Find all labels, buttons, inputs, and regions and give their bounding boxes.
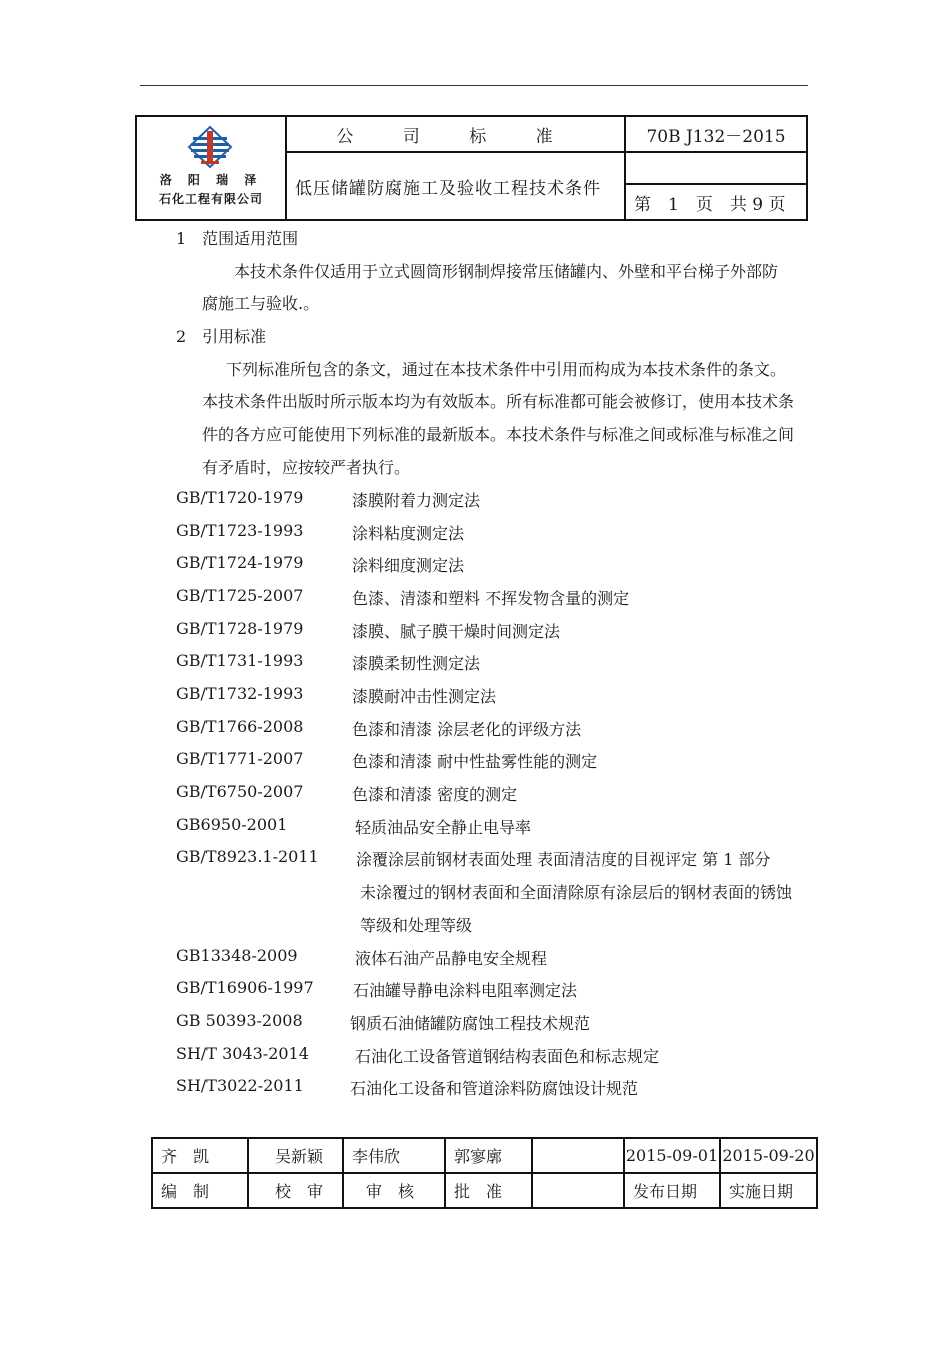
reviewer-name: 吴新颖 [248, 1138, 343, 1173]
standard-name-item: 色漆、清漆和塑料 不挥发物含量的测定 [352, 589, 630, 608]
section2-paragraph-line: 有矛盾时，应按较严者执行。 [202, 458, 411, 477]
standard-name-item: 漆膜耐冲击性测定法 [352, 687, 497, 706]
standard-code-item: GB/T8923.1-2011 [176, 847, 319, 866]
publish-date: 2015-09-01 [624, 1138, 720, 1173]
standard-code-item: GB/T1732-1993 [176, 684, 304, 703]
section2-heading: 2 引用标准 [176, 327, 267, 346]
document-header-table [135, 115, 808, 221]
standard-name-item: 涂料细度测定法 [352, 556, 465, 575]
standard-code-item: GB6950-2001 [176, 815, 288, 834]
standard-code-item: GB/T16906-1997 [176, 978, 314, 997]
section1-paragraph-line2: 腐施工与验收.。 [202, 294, 320, 313]
standard-name-continuation: 未涂覆过的钢材表面和全面清除原有涂层后的钢材表面的锈蚀 [360, 883, 793, 902]
blank-role-cell [532, 1173, 624, 1208]
standard-code-item: GB/T1771-2007 [176, 749, 304, 768]
signature-names-row [152, 1138, 817, 1173]
standard-name-item: 涂料粘度测定法 [352, 524, 465, 543]
document-title: 低压储罐防腐施工及验收工程技术条件 [286, 152, 625, 220]
standard-name-item: 液体石油产品静电安全规程 [355, 949, 548, 968]
standard-name-item: 色漆和清漆 涂层老化的评级方法 [352, 720, 582, 739]
section2-paragraph-line: 本技术条件出版时所示版本均为有效版本。所有标准都可能会被修订，使用本技术条 [202, 392, 795, 411]
signature-roles-row [152, 1173, 817, 1208]
standard-code-item: GB/T1725-2007 [176, 586, 304, 605]
standard-code-item: GB 50393-2008 [176, 1011, 303, 1030]
standard-code-item: GB/T1766-2008 [176, 717, 304, 736]
section1-paragraph-line1: 本技术条件仅适用于立式圆筒形钢制焊接常压储罐内、外壁和平台梯子外部防 [234, 262, 779, 281]
standard-code-item: GB/T1731-1993 [176, 651, 304, 670]
approval-footer-table [151, 1137, 818, 1209]
section2-paragraph-line: 下列标准所包含的条文，通过在本技术条件中引用而构成为本技术条件的条文。 [226, 360, 787, 379]
page-info: 第 1 页 共 9 页 [625, 184, 807, 220]
standard-name-item: 漆膜、腻子膜干燥时间测定法 [352, 622, 561, 641]
company-logo-icon [187, 125, 233, 169]
blank-name-cell [532, 1138, 624, 1173]
section1-heading: 1 范围适用范围 [176, 229, 299, 248]
standard-name-item: 钢质石油储罐防腐蚀工程技术规范 [350, 1014, 591, 1033]
effective-date-label: 实施日期 [720, 1173, 817, 1208]
effective-date: 2015-09-20 [720, 1138, 817, 1173]
standard-name-item: 漆膜柔韧性测定法 [352, 654, 481, 673]
standard-name-item: 色漆和清漆 密度的测定 [352, 785, 518, 804]
standard-code-item: GB/T1724-1979 [176, 553, 304, 572]
standard-name-item: 石油罐导静电涂料电阻率测定法 [353, 981, 578, 1000]
top-rule [140, 85, 808, 86]
standard-code-item: GB13348-2009 [176, 946, 298, 965]
standard-name-item: 色漆和清漆 耐中性盐雾性能的测定 [352, 752, 598, 771]
standard-code-item: GB/T1720-1979 [176, 488, 304, 507]
empty-cell [625, 152, 807, 184]
standard-code-item: GB/T1723-1993 [176, 521, 304, 540]
company-name-line1: 洛 阳 瑞 泽 [159, 173, 263, 187]
standard-name-item: 漆膜附着力测定法 [352, 491, 481, 510]
standard-code-item: GB/T6750-2007 [176, 782, 304, 801]
compiler-role-label: 编 制 [152, 1173, 248, 1208]
publish-date-label: 发布日期 [624, 1173, 720, 1208]
standard-name-item: 轻质油品安全静止电导率 [355, 818, 532, 837]
company-name-line2: 石化工程有限公司 [158, 192, 263, 206]
company-logo-cell [136, 116, 286, 220]
standard-code: 70B J132－2015 [625, 116, 807, 152]
auditor-role-label: 审 核 [343, 1173, 445, 1208]
section2-paragraph-line: 件的各方应可能使用下列标准的最新版本。本技术条件与标准之间或标准与标准之间 [202, 425, 795, 444]
standard-code-item: SH/T 3043-2014 [176, 1044, 309, 1063]
approver-role-label: 批 准 [445, 1173, 532, 1208]
reviewer-role-label: 校 审 [248, 1173, 343, 1208]
standard-name-item: 石油化工设备和管道涂料防腐蚀设计规范 [350, 1079, 639, 1098]
approver-name: 郭寥廓 [445, 1138, 532, 1173]
standard-code-item: GB/T1728-1979 [176, 619, 304, 638]
standard-name-item: 涂覆涂层前钢材表面处理 表面清洁度的目视评定 第 1 部分 [356, 850, 771, 869]
standard-code-item: SH/T3022-2011 [176, 1076, 304, 1095]
compiler-name: 齐 凯 [152, 1138, 248, 1173]
standard-name-item: 石油化工设备管道钢结构表面色和标志规定 [355, 1047, 660, 1066]
standard-name-continuation: 等级和处理等级 [360, 916, 473, 935]
standard-type: 公 司 标 准 [286, 116, 625, 152]
auditor-name: 李伟欣 [343, 1138, 445, 1173]
